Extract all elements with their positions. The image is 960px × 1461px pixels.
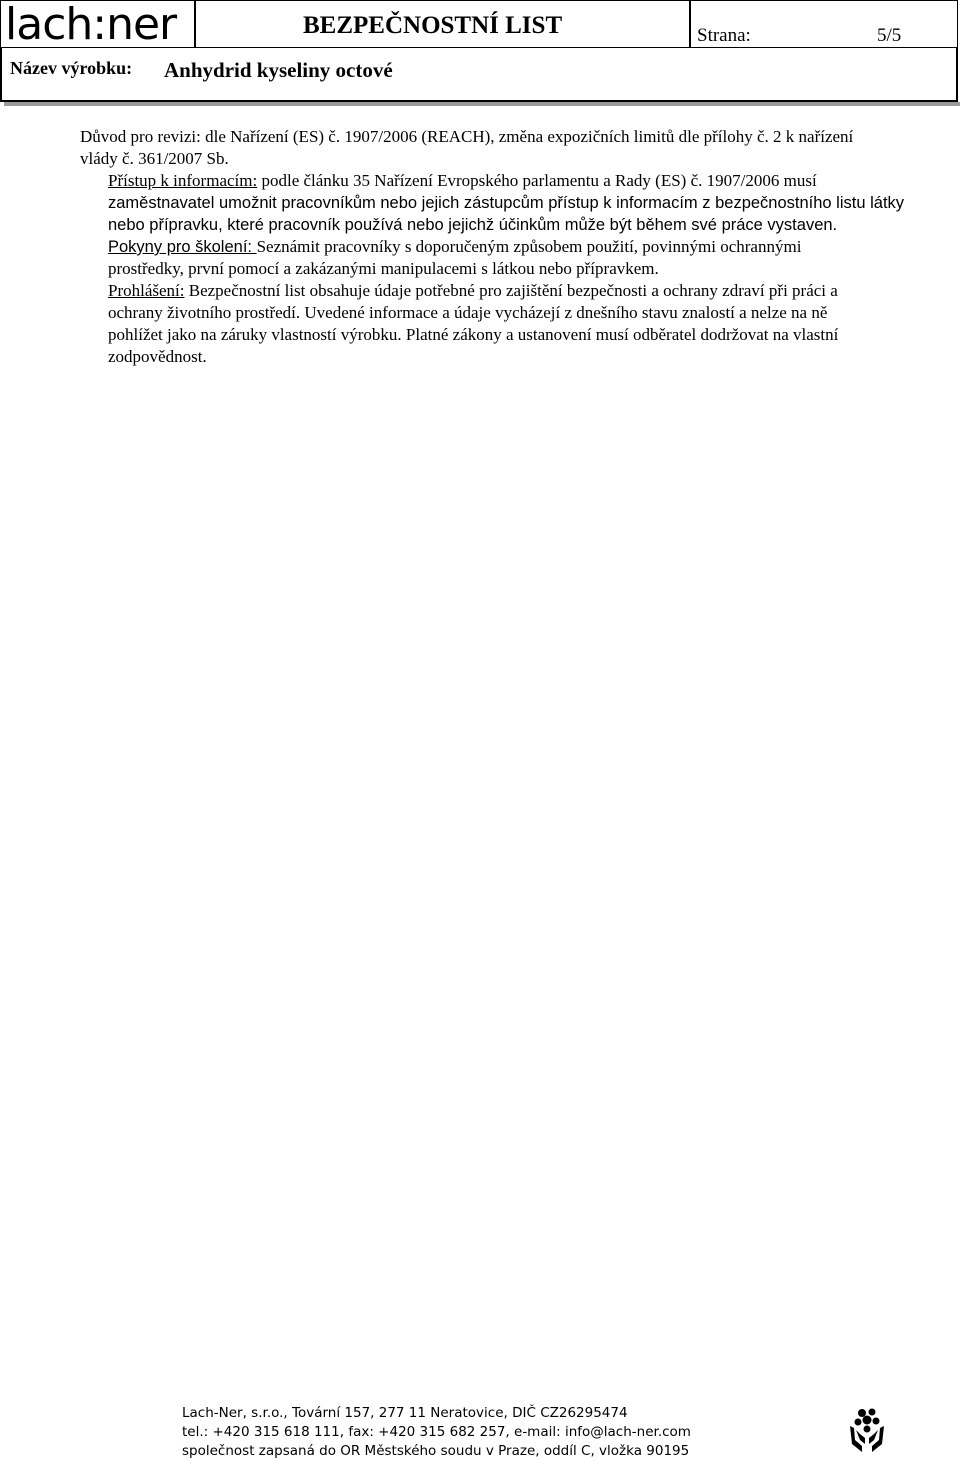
- document-title: BEZPEČNOSTNÍ LIST: [196, 1, 691, 47]
- revision-label: Důvod pro revizi:: [80, 127, 201, 146]
- footer-registration: společnost zapsaná do OR Městského soudu v Praze, oddíl C, vložka 90195: [182, 1443, 690, 1459]
- document-body: [80, 126, 940, 368]
- footer-address: Lach-Ner, s.r.o., Tovární 157, 277 11 Neratovice, DIČ CZ26295474: [182, 1405, 628, 1421]
- page-value: 5/5: [877, 25, 902, 46]
- training-text: Seznámit pracovníky s doporučeným způsobem použití, povinnými ochrannými: [256, 237, 802, 256]
- company-logo: lach:ner: [1, 1, 196, 47]
- access-text: podle článku 35 Nařízení Evropského parlamentu a Rady (ES) č. 1907/2006 musí: [257, 171, 817, 190]
- declaration-text: Bezpečnostní list obsahuje údaje potřebné pro zajištění bezpečnosti a ochrany zdraví při práci a: [184, 281, 838, 300]
- product-name: Anhydrid kyseliny octové: [164, 58, 393, 82]
- page-number-cell: [691, 1, 957, 47]
- access-paragraph: [80, 170, 940, 192]
- declaration-label: Prohlášení:: [108, 281, 185, 300]
- footer-contact: tel.: +420 315 618 111, fax: +420 315 682 257, e-mail: info@lach-ner.com: [182, 1424, 691, 1440]
- revision-text-line2: vlády č. 361/2007 Sb.: [80, 149, 229, 168]
- hands-logo-icon: [848, 1408, 886, 1456]
- page-label: Strana:: [697, 25, 751, 46]
- training-text-line2: prostředky, první pomocí a zakázanými manipulacemi s látkou nebo přípravkem.: [108, 259, 659, 278]
- document-footer: [182, 1404, 691, 1461]
- product-label: Název výrobku:: [10, 58, 133, 78]
- access-label: Přístup k informacím:: [108, 171, 258, 190]
- declaration-text-line3: pohlížet jako na záruky vlastností výrobku. Platné zákony a ustanovení musí odběratel dodržovat na vlastní: [108, 325, 839, 344]
- declaration-paragraph: [80, 280, 940, 302]
- header-top-row: [0, 0, 958, 48]
- revision-paragraph: [80, 126, 940, 148]
- revision-text: dle Nařízení (ES) č. 1907/2006 (REACH), změna expozičních limitů dle přílohy č. 2 k nařízení: [200, 127, 854, 146]
- access-text-line2: zaměstnavatel umožnit pracovníkům nebo jejich zástupcům přístup k informacím z bezpečnostního listu látky: [108, 194, 905, 212]
- access-text-line3: nebo přípravku, které pracovník používá nebo jejichž účinkům může být během své práce vystaven.: [108, 216, 838, 234]
- training-label: Pokyny pro školení:: [108, 238, 257, 256]
- document-header: [0, 0, 958, 106]
- training-paragraph: [80, 236, 940, 258]
- product-row: [0, 48, 958, 102]
- header-shadow: [4, 102, 960, 106]
- declaration-text-line4: zodpovědnost.: [108, 347, 207, 366]
- declaration-text-line2: ochrany životního prostředí. Uvedené informace a údaje vycházejí z dnešního stavu znalostí a nelze na ně: [108, 303, 828, 322]
